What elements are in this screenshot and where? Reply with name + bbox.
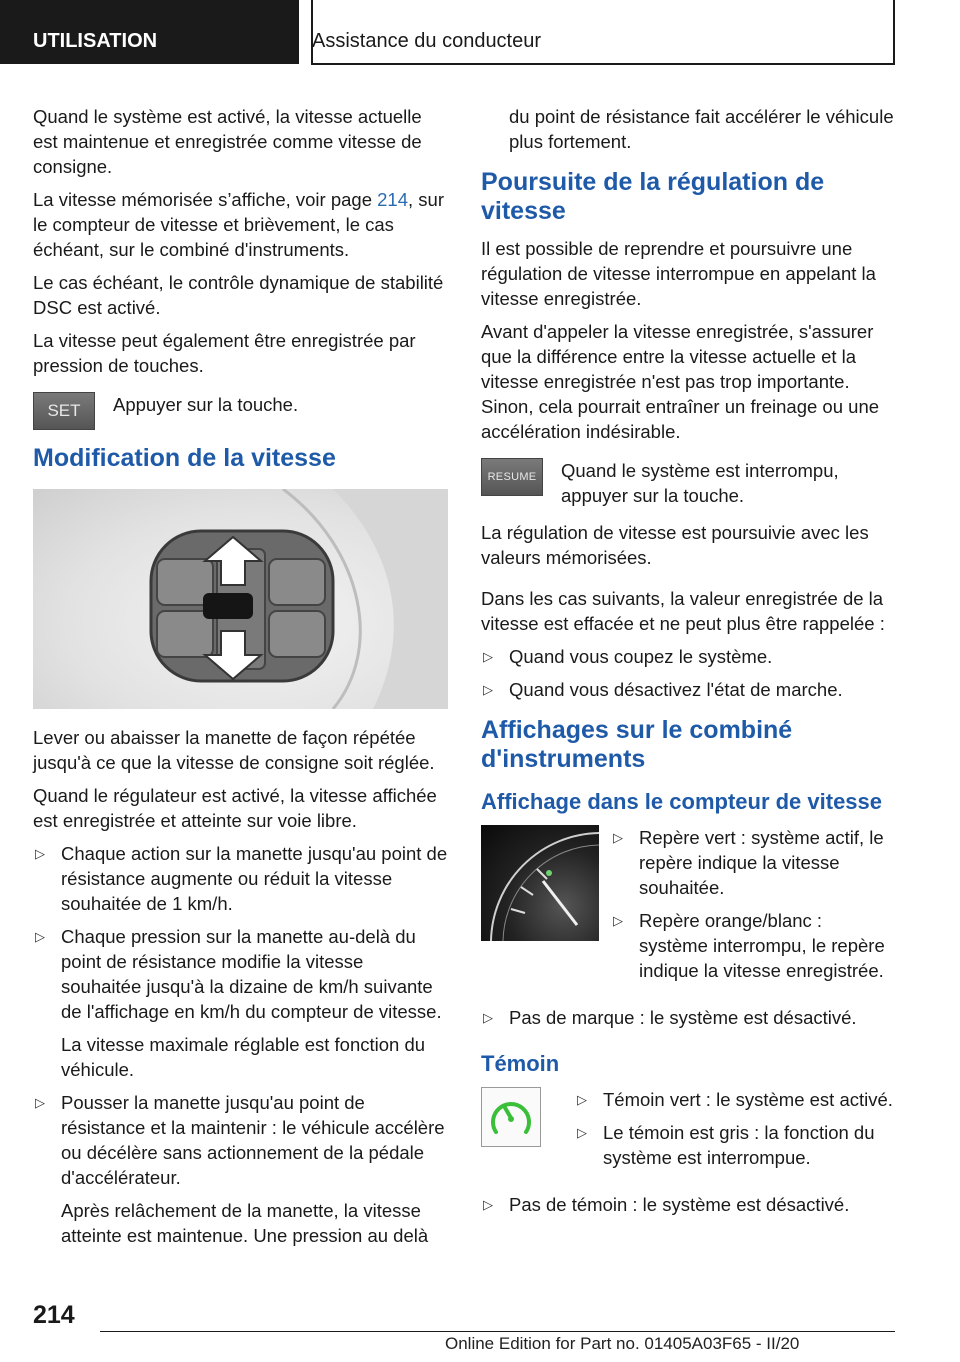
- heading-temoin: Témoin: [481, 1051, 560, 1076]
- cases-list: [481, 644, 896, 702]
- page-link[interactable]: 214: [377, 189, 409, 210]
- steering-wheel-illustration: [33, 489, 448, 709]
- list-item-note: La vitesse maximale réglable est fonction du véhicule.: [61, 1034, 426, 1080]
- list-item-text: Repère vert : système actif, le repère indique la vitesse souhaitée.: [639, 827, 884, 898]
- list-item: [33, 924, 448, 1082]
- triangle-bullet-icon: ▷: [35, 929, 45, 944]
- resume-key-icon: RESUME: [481, 458, 543, 496]
- temoin-row: [481, 1087, 896, 1186]
- steering-wheel-controls-image: [33, 489, 448, 709]
- list-item: [575, 1120, 896, 1170]
- list-item-text: Chaque action sur la manette jusqu'au point de résistance augmente ou réduit la vitesse souhaitée de 1 km/h.: [61, 843, 448, 914]
- speedometer-image: [481, 825, 599, 941]
- section-tab: UTILISATION: [0, 0, 299, 64]
- list-item-text: Témoin vert : le système est activé.: [603, 1089, 893, 1110]
- list-item-text: Repère orange/blanc : système interrompu, le repère indique la vitesse enregistrée.: [639, 910, 885, 981]
- list-item-text: Chaque pression sur la manette au-delà du point de résistance modifie la vitesse souhaitée jusqu'à la dizaine de km/h suivante de l'affichage en km/h du compteur de vitesse.: [61, 926, 442, 1022]
- left-column: [33, 104, 448, 1256]
- continued-text: du point de résistance fait accélérer le véhicule plus fortement.: [509, 106, 894, 152]
- paragraph: La vitesse peut également être enregistrée par pression de touches.: [33, 330, 416, 376]
- triangle-bullet-icon: ▷: [35, 1095, 45, 1110]
- list-item-text: Quand vous désactivez l'état de marche.: [509, 679, 843, 700]
- set-key-row: [33, 392, 448, 430]
- paragraph: Avant d'appeler la vitesse enregistrée, s'assurer que la différence entre la vitesse actuelle et la vitesse enregistrée n'est pas trop importante. Sinon, cela pourrait entraîner un freinage ou une accélération indésirable.: [481, 321, 880, 442]
- resume-key-text: Quand le système est interrompu, appuyer sur la touche.: [561, 460, 839, 506]
- list-item: [481, 1192, 896, 1217]
- edition-text: Online Edition for Part no. 01405A03F65 - II/20: [445, 1334, 800, 1353]
- page-number: 214: [33, 1301, 75, 1329]
- paragraph: La régulation de vitesse est poursuivie avec les valeurs mémorisées.: [481, 522, 869, 568]
- footer-rule: [100, 1331, 895, 1332]
- triangle-bullet-icon: ▷: [577, 1092, 587, 1107]
- gauge-after-list: [481, 1005, 896, 1030]
- speedometer-icon: [481, 825, 599, 941]
- speedometer-lamp-icon: [482, 1088, 540, 1146]
- list-item: [481, 677, 896, 702]
- heading-affichages: Affichages sur le combiné d'instruments: [481, 716, 793, 773]
- list-item-text: Quand vous coupez le système.: [509, 646, 773, 667]
- text: , sur le compteur de vitesse et brièvement, le cas échéant, sur le combiné d'instruments.: [33, 189, 444, 260]
- heading-compteur: Affichage dans le compteur de vitesse: [481, 789, 883, 814]
- triangle-bullet-icon: ▷: [483, 682, 493, 697]
- paragraph-with-link: [33, 187, 448, 262]
- triangle-bullet-icon: ▷: [613, 913, 623, 928]
- triangle-bullet-icon: ▷: [483, 1197, 493, 1212]
- gauge-row: [481, 825, 896, 999]
- list-item: [575, 1087, 896, 1112]
- header-underline: [311, 63, 895, 65]
- list-item: [611, 825, 896, 900]
- list-item-note: Après relâchement de la manette, la vitesse atteinte est maintenue. Une pression au delà: [61, 1200, 429, 1246]
- heading-poursuite: Poursuite de la régulation de vitesse: [481, 168, 825, 225]
- paragraph: Quand le système est activé, la vitesse actuelle est maintenue et enregistrée comme vitesse de consigne.: [33, 106, 422, 177]
- list-item-text: Pas de marque : le système est désactivé.: [509, 1007, 857, 1028]
- right-column: [481, 104, 896, 1225]
- text: La vitesse mémorisée s’affiche, voir page: [33, 189, 378, 210]
- header-divider-right: [893, 0, 895, 64]
- temoin-list: [575, 1087, 896, 1178]
- list-item: [481, 644, 896, 669]
- triangle-bullet-icon: ▷: [35, 846, 45, 861]
- bullet-list: [33, 841, 448, 1248]
- paragraph: Dans les cas suivants, la valeur enregistrée de la vitesse est effacée et ne peut plus être rappelée :: [481, 588, 885, 634]
- list-item: [33, 841, 448, 916]
- triangle-bullet-icon: ▷: [483, 1010, 493, 1025]
- list-item: [481, 1005, 896, 1030]
- list-item-text: Pousser la manette jusqu'au point de résistance et la maintenir : le véhicule accélère ou décélère sans actionnement de la pédale d'accélérateur.: [61, 1092, 445, 1188]
- list-item-text: Le témoin est gris : la fonction du système est interrompue.: [603, 1122, 875, 1168]
- set-key-icon: SET: [33, 392, 95, 430]
- list-item: [611, 908, 896, 983]
- paragraph: Lever ou abaisser la manette de façon répétée jusqu'à ce que la vitesse de consigne soit réglée.: [33, 727, 435, 773]
- chapter-title: Assistance du conducteur: [312, 30, 542, 52]
- paragraph: Il est possible de reprendre et poursuivre une régulation de vitesse interrompue en appelant la vitesse enregistrée.: [481, 238, 876, 309]
- paragraph: Le cas échéant, le contrôle dynamique de stabilité DSC est activé.: [33, 272, 444, 318]
- triangle-bullet-icon: ▷: [483, 649, 493, 664]
- paragraph: Quand le régulateur est activé, la vitesse affichée est enregistrée et atteinte sur voie libre.: [33, 785, 437, 831]
- resume-key-row: [481, 458, 896, 508]
- temoin-after-list: [481, 1192, 896, 1217]
- gauge-list: [611, 825, 896, 991]
- list-item-text: Pas de témoin : le système est désactivé.: [509, 1194, 850, 1215]
- list-item: [33, 1090, 448, 1248]
- set-key-text: Appuyer sur la touche.: [113, 394, 299, 415]
- triangle-bullet-icon: ▷: [613, 830, 623, 845]
- triangle-bullet-icon: ▷: [577, 1125, 587, 1140]
- heading-modification: Modification de la vitesse: [33, 444, 336, 472]
- cruise-control-lamp-image: [481, 1087, 541, 1147]
